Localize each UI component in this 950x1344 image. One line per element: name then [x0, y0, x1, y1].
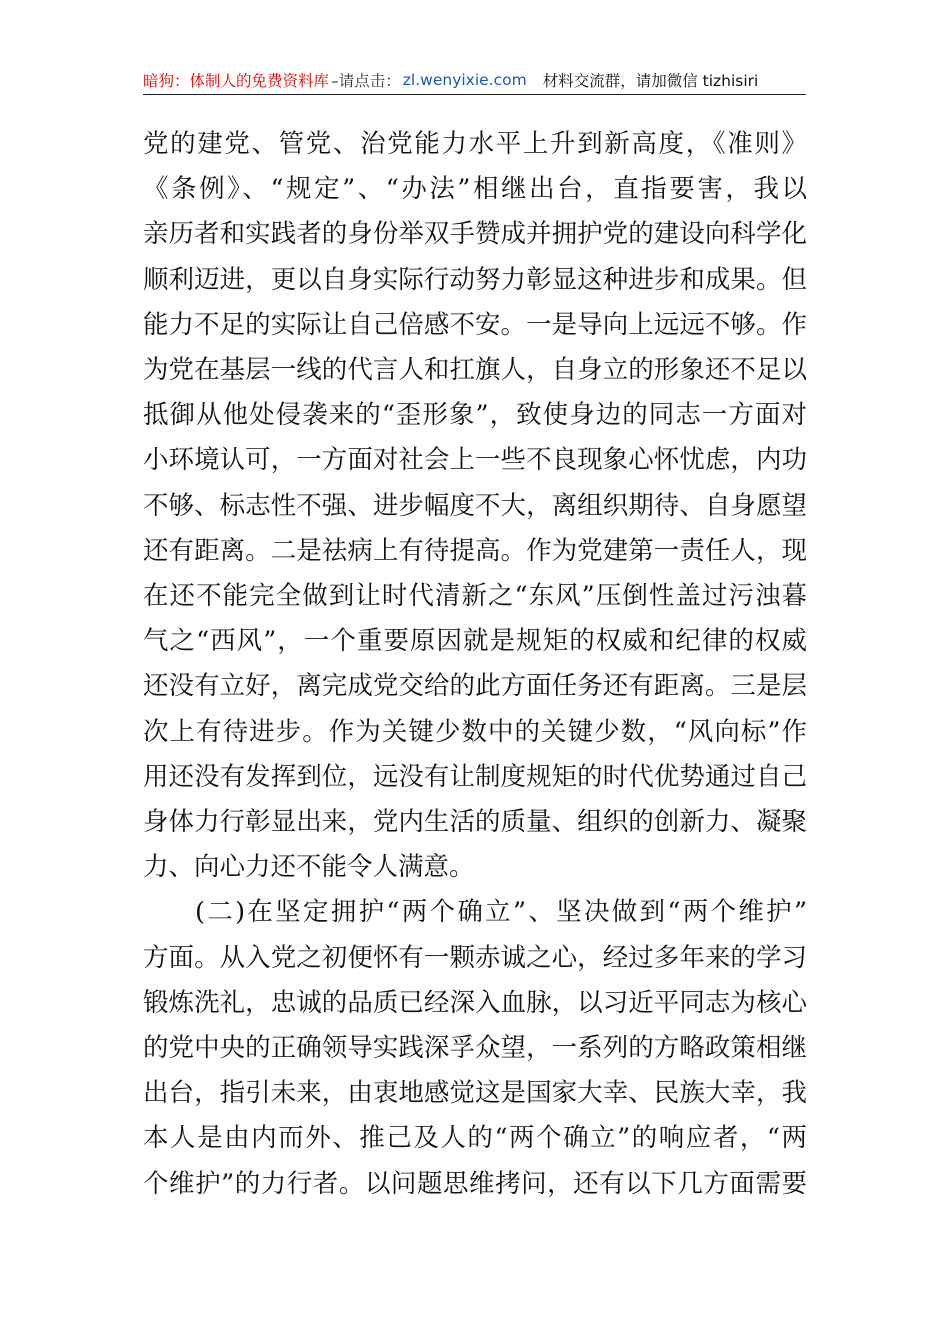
- text-line: (二)在坚定拥护“两个确立”、坚决做到“两个维护”: [195, 897, 807, 928]
- text-line: 党的建党、管党、治党能力水平上升到新高度，《准则》: [143, 129, 807, 159]
- text-line: 力、向心力还不能令人满意。: [143, 852, 475, 883]
- document-body: [143, 122, 807, 1207]
- text-line: 次上有待进步。作为关键少数中的关键少数，“风向标”作: [143, 716, 807, 747]
- header-url-link[interactable]: zl.wenyixie.com: [402, 71, 527, 89]
- text-line: 在还不能完全做到让时代清新之“东风”压倒性盖过污浊暮: [143, 581, 807, 612]
- header-click-prompt: –请点击：: [331, 72, 401, 90]
- text-line: 气之“西风”，一个重要原因就是规矩的权威和纪律的权威: [143, 626, 807, 657]
- text-line: 不够、标志性不强、进步幅度不大，离组织期待、自身愿望: [143, 490, 807, 521]
- text-line: 为党在基层一线的代言人和扛旗人，自身立的形象还不足以: [143, 355, 807, 386]
- text-line: 能力不足的实际让自己倍感不安。一是导向上远远不够。作: [143, 309, 807, 340]
- text-line: 本人是由内而外、推己及人的“两个确立”的响应者，“两: [143, 1123, 807, 1154]
- header-group-text: 材料交流群，请加微信 tizhisiri: [542, 72, 759, 90]
- text-line: 个维护”的力行者。以问题思维拷问，还有以下几方面需要: [143, 1168, 807, 1199]
- text-line: 还有距离。二是祛病上有待提高。作为党建第一责任人，现: [143, 535, 807, 566]
- text-line: 还没有立好，离完成党交给的此方面任务还有距离。三是层: [143, 671, 807, 702]
- text-line: 身体力行彰显出来，党内生活的质量、组织的创新力、凝聚: [143, 807, 807, 838]
- text-line: 用还没有发挥到位，远没有让制度规矩的时代优势通过自己: [143, 761, 807, 792]
- text-line: 《条例》、“规定”、“办法”相继出台，直指要害，我以: [143, 174, 807, 205]
- text-line: 的党中央的正确领导实践深孚众望，一系列的方略政策相继: [143, 1033, 807, 1064]
- paragraph-1: [143, 122, 807, 890]
- header-brand: 暗狗：体制人的免费资料库: [143, 72, 330, 90]
- paragraph-2: [143, 890, 807, 1206]
- text-line: 抵御从他处侵袭来的“歪形象”，致使身边的同志一方面对: [143, 400, 807, 431]
- text-line: 亲历者和实践者的身份举双手赞成并拥护党的建设向科学化: [143, 219, 807, 250]
- text-line: 方面。从入党之初便怀有一颗赤诚之心，经过多年来的学习: [143, 942, 807, 973]
- text-line: 顺利迈进，更以自身实际行动努力彰显这种进步和成果。但: [143, 264, 807, 295]
- text-line: 出台，指引未来，由衷地感觉这是国家大幸、民族大幸，我: [143, 1078, 807, 1109]
- watermark-header: [143, 66, 806, 95]
- text-line: 小环境认可，一方面对社会上一些不良现象心怀忧虑，内功: [143, 445, 807, 476]
- text-line: 锻炼洗礼，忠诚的品质已经深入血脉，以习近平同志为核心: [143, 987, 807, 1018]
